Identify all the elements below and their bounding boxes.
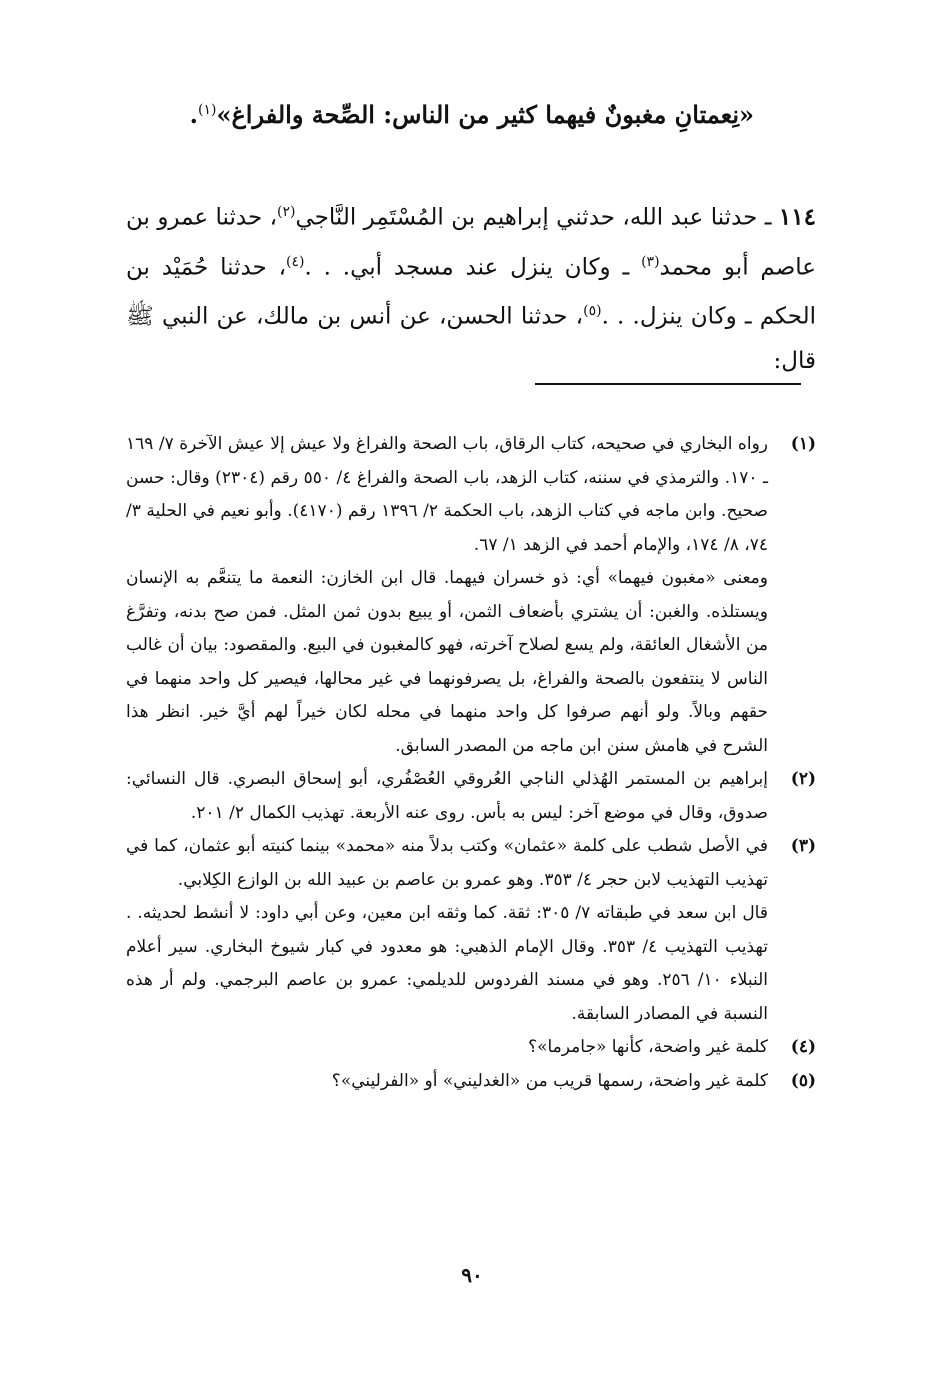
hadith-number: ١١٤: [778, 203, 816, 231]
footnote-number: (١): [790, 434, 816, 454]
hadith-text-part: ، حدثنا حُمَيْد بن الحكم ـ وكان ينزل. . .: [126, 254, 816, 330]
footnote-paragraph: رواه البخاري في صحيحه، كتاب الرقاق، باب الصحة والفراغ ولا عيش إلا عيش الآخرة ٧/ ١٦٩ ـ ١٧٠. والترمذي في سننه، كتاب الزهد، باب الصحة والفراغ ٤/ ٥٥٠ رقم (٢٣٠٤) وقال: حسن صحيح. وابن ماجه في كتاب الزهد، باب الحكمة ٢/ ١٣٩٦ رقم (٤١٧٠). وأبو نعيم في الحلية ٣/ ٧٤، ٨/ ١٧٤، والإمام أحمد في الزهد ١/ ٦٧.: [126, 434, 768, 555]
footnote-number: (٥): [790, 1070, 816, 1091]
quote-period: .: [189, 100, 198, 129]
footnote: [126, 1031, 816, 1065]
footnote-ref: (٣): [641, 253, 660, 270]
footnote: [126, 428, 816, 763]
footnote-paragraph: في الأصل شطب على كلمة «عثمان» وكتب بدلاً منه «محمد» بينما كنيته أبو عثمان، كما في تهذيب التهذيب لابن حجر ٤/ ٣٥٣. وهو عمرو بن عاصم بن عبيد الله بن الوازع الكِلابي.: [126, 836, 768, 890]
quote-text: «نِعمتانِ مغبونٌ فيهما كثير من الناس: الصِّحة والفراغ»: [216, 100, 754, 129]
footnote: [126, 830, 816, 1031]
footnote: [126, 763, 816, 830]
hadith-quote: [189, 90, 754, 135]
footnote-ref: (٢): [277, 204, 296, 220]
footnote-separator: [535, 383, 801, 385]
hadith-text-part: ـ حدثنا عبد الله، حدثني إبراهيم بن المُسْتَمِر النَّاجي: [295, 204, 779, 231]
footnote-paragraph: ومعنى «مغبون فيهما» أي: ذو خسران فيهما. قال ابن الخازن: النعمة ما يتنعَّم به الإنسان ويستلذه. والغبن: أن يشتري بأضعاف الثمن، أو يبيع بدون ثمن المثل. فمن صح بدنه، وتفرَّغ من الأشغال العائقة، ولم يسع لصلاح آخرته، فهو كالمغبون في البيع. والمقصود: بيان أن غالب الناس لا ينتفعون بالصحة والفراغ، بل يصرفونهما في غير محالها، فيصير كل واحد منهما في حقهم وبالاً. ولو أنهم صرفوا كل واحد منهما في محله لكان خيراً لهم أيَّ خير. انظر هذا الشرح في هامش سنن ابن ماجه من المصدر السابق.: [126, 568, 768, 756]
page-number: ٩٠: [461, 1263, 483, 1287]
hadith-text-part: ، حدثنا الحسن، عن أنس بن مالك، عن النبي ﷺ قال:: [126, 303, 816, 374]
hadith-paragraph: [126, 190, 816, 383]
footnote-number: (٢): [790, 769, 816, 789]
footnote-paragraph: كلمة غير واضحة، كأنها «جامرما»؟: [528, 1037, 768, 1057]
hadith-text-part: ـ وكان ينزل عند مسجد أبي. . .: [304, 254, 642, 281]
footnote-paragraph: قال ابن سعد في طبقاته ٧/ ٣٠٥: ثقة. كما وثقه ابن معين، وعن أبي داود: لا أنشط لحديثه. . تهذيب التهذيب ٤/ ٣٥٣. وقال الإمام الذهبي: هو معدود في كبار شيوخ البخاري. سير أعلام النبلاء ١٠/ ٢٥٦. وهو في مسند الفردوس للديلمي: عمرو بن عاصم البرجمي. ولم أر هذه النسبة في المصادر السابقة.: [126, 903, 768, 1024]
quote-footnote-ref: (١): [198, 102, 217, 118]
hadith-text-part: ، حدثنا عمرو بن عاصم أبو محمد: [126, 204, 816, 281]
footnote-ref: (٤): [286, 253, 305, 270]
footnote-ref: (٥): [583, 303, 602, 320]
footnotes: [126, 428, 816, 1098]
footnote: [126, 1065, 816, 1099]
footnote-paragraph: كلمة غير واضحة، رسمها قريب من «الغدليني» أو «الفرليني»؟: [331, 1070, 768, 1091]
footnote-number: (٣): [790, 836, 816, 856]
footnote-number: (٤): [790, 1037, 816, 1057]
footnote-paragraph: إبراهيم بن المستمر الهُذلي الناجي العُروقي العُصْفُري، أبو إسحاق البصري. قال النسائي: صدوق، وقال في موضع آخر: ليس به بأس. روى عنه الأربعة. تهذيب الكمال ٢/ ٢٠١.: [126, 769, 768, 823]
